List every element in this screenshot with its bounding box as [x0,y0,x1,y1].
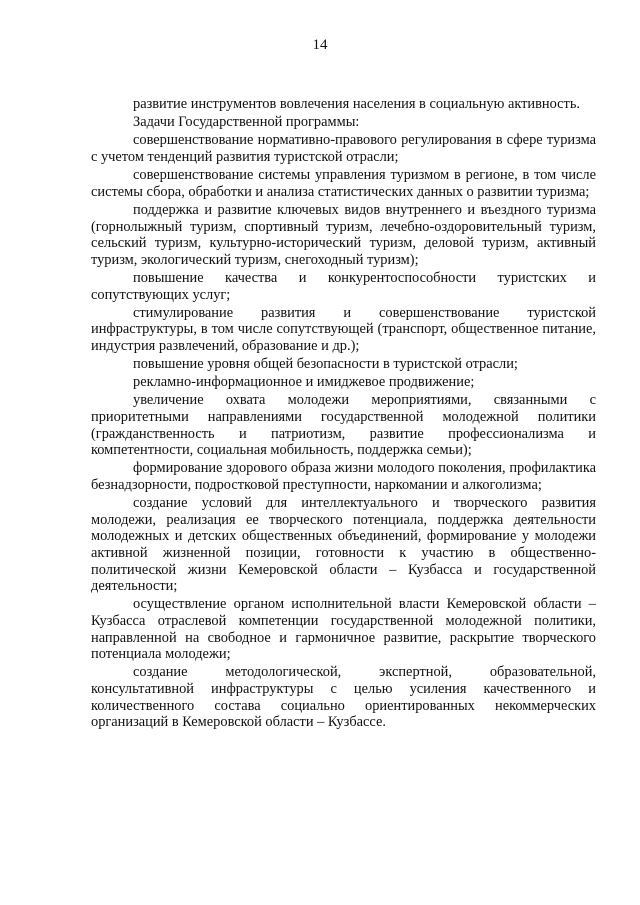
paragraph-management-system: совершенствование системы управления туризмом в регионе, в том числе системы сбора, обработки и анализа статистических данных о развитии туризма; [91,167,596,200]
paragraph-healthy-lifestyle: формирование здорового образа жизни молодого поколения, профилактика безнадзорности, подростковой преступности, наркомании и алкоголизма; [91,460,596,493]
paragraph-legal-regulation: совершенствование нормативно-правового регулирования в сфере туризма с учетом тенденций развития туристской отрасли; [91,132,596,165]
paragraph-promotion: рекламно-информационное и имиджевое продвижение; [133,374,475,391]
paragraph-tourism-types: поддержка и развитие ключевых видов внутреннего и въездного туризма (горнолыжный туризм, спортивный туризм, лечебно-оздоровительный туризм, сельский туризм, культурно-исторический туризм, деловой туризм, активный туризм, экологический туризм, снегоходный туризм); [91,201,596,268]
document-body [91,96,596,732]
paragraph-infrastructure: стимулирование развития и совершенствование туристской инфраструктуры, в том числе сопутствующей (транспорт, общественное питание, индустрия развлечений, образование и др.); [91,304,596,354]
paragraph-social-activity: развитие инструментов вовлечения населения в социальную активность. [133,96,581,112]
paragraph-safety: повышение уровня общей безопасности в туристской отрасли; [133,356,518,373]
paragraph-nonprofit-infrastructure: создание методологической, экспертной, образовательной, консультативной инфраструктуры с целью усиления качественного и количественного состава социально ориентированных некоммерческих организаций в Кемеровской области – Кузбассе. [91,664,596,731]
paragraph-program-tasks-heading: Задачи Государственной программы: [133,114,360,131]
paragraph-authority-competence: осуществление органом исполнительной власти Кемеровской области – Кузбасса отраслевой компетенции государственной молодежной политики, направленной на свободное и гармоничное развитие, раскрытие творческого потенциала молодежи; [91,596,596,663]
paragraph-youth-engagement: увеличение охвата молодежи мероприятиями, связанными с приоритетными направлениями государственной молодежной политики (гражданственность и патриотизм, развитие профессионализма и компетентности, социальная мобильность, поддержка семьи); [91,392,596,459]
page-number: 14 [312,37,328,53]
paragraph-service-quality: повышение качества и конкурентоспособности туристских и сопутствующих услуг; [91,269,596,303]
paragraph-youth-conditions: создание условий для интеллектуального и творческого развития молодежи, реализация ее творческого потенциала, поддержка деятельности молодежных и детских общественных объединений, формирование у молодежи активной жизненной позиции, готовности к участию в общественно-политической жизни Кемеровской области – Кузбасса и государственной деятельности; [91,495,596,595]
